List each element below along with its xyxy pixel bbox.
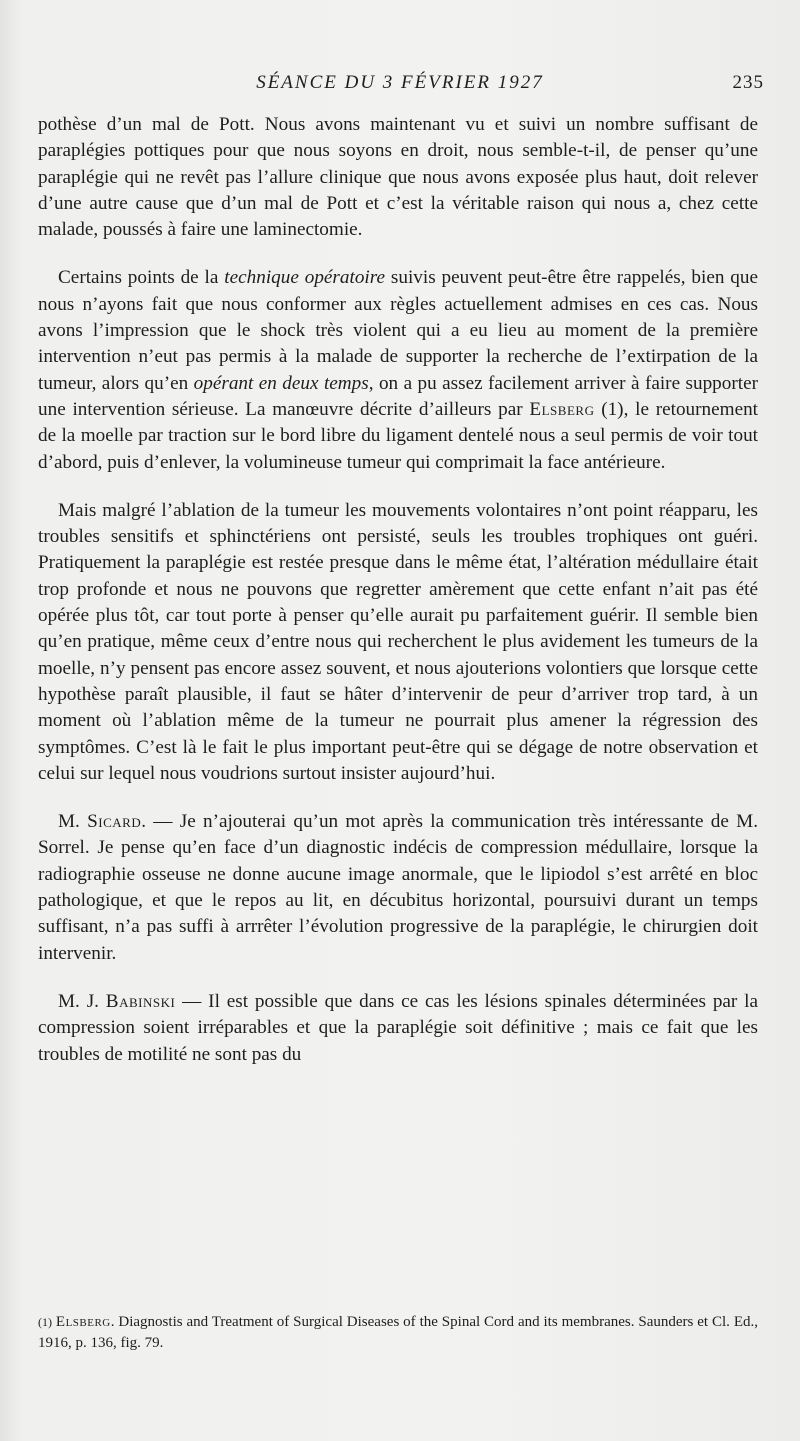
footnote-text: . Diagnostis and Treatment of Surgical Diseases of the Spinal Cord and its membranes. Saunders et Cl. Ed., 1916, p. 136, fig. 79.: [38, 1314, 758, 1351]
text-segment: Certains points de la: [58, 267, 225, 289]
footnote-marker: (1): [38, 1315, 52, 1329]
footnote: [38, 1312, 758, 1354]
text-segment: , on a pu assez facilement arriver à faire supporter une intervention sérieuse. La manœuvre décrite d’ailleurs par: [38, 372, 758, 420]
page-number: 235: [732, 72, 764, 93]
italic-term: opérant en deux temps: [193, 372, 369, 394]
article-body: [38, 112, 758, 1068]
paragraph-pott: pothèse d’un mal de Pott. Nous avons maintenant vu et suivi un nombre suffisant de paraplégies pottiques pour que nous soyons en droit, nous semble-t-il, de penser qu’une paraplégie qui ne revêt pas l’allure clinique que nous avons exposée plus haut, doit relever d’une autre cause que d’un mal de Pott et c’est la véritable raison qui nous a, chez cette malade, poussés à faire une laminectomie.: [38, 114, 758, 241]
paragraph-conclusion: Mais malgré l’ablation de la tumeur les mouvements volontaires n’ont point réapparu, les troubles sensitifs et sphinctériens ont persisté, seuls les troubles trophiques ont guéri. Pratiquement la paraplégie est restée presque dans le même état, l’altération médullaire était trop profonde et nous ne pouvons que regretter amèrement que cette enfant n’ait pas été opérée plus tôt, car tout porte à penser qu’elle aurait pu parfaitement guérir. Il semble bien qu’en pratique, même ceux d’entre nous qui recherchent le plus avidement les tumeurs de la moelle, n’y pensent pas encore assez souvent, et nous ajouterions volontiers que lorsque cette hypothèse paraît plausible, il faut se hâter d’intervenir de peur d’arriver trop tard, à un moment où l’ablation même de la tumeur ne pourrait plus amener la régression des symptômes. C’est là le fait le plus important peut-être qui se dégage de notre observation et celui sur lequel nous voudrions surtout insister aujourd’hui.: [38, 499, 758, 784]
author-name: Elsberg: [529, 398, 595, 420]
speaker-prefix: M. J.: [58, 990, 106, 1012]
speaker-text: . — Je n’ajouterai qu’un mot après la communication très intéressante de M. Sorrel. Je pense qu’en face d’un diagnostic indécis de compression médullaire, lorsque la radiographie osseuse ne donne aucune image anormale, que le lipiodol s’est arrêté en bloc pathologique, et que le repos au lit, en décubitus horizontal, poursuivi durant un temps suffisant, n’a pas suffi à arrrêter l’évolution progressive de la paraplégie, le chirurgien doit intervenir.: [38, 811, 758, 964]
paragraph-babinski: [38, 989, 758, 1068]
italic-term: technique opératoire: [224, 267, 386, 289]
paragraph-sicard: [38, 809, 758, 967]
page-header: [36, 72, 764, 102]
speaker-text: — Il est possible que dans ce cas les lésions spinales déterminées par la compression soient irréparables et que la paraplégie soit définitive ; mais ce fait que les troubles de motilité ne sont pas du: [38, 990, 758, 1065]
text-segment: (1), le retournement de la moelle par traction sur le bord libre du ligament dentelé nous a seul permis de voir tout d’abord, puis d’enlever, la volumineuse tumeur qui comprimait la face antérieure.: [38, 398, 759, 473]
speaker-name: Sicard: [87, 811, 142, 833]
running-title: SÉANCE DU 3 FÉVRIER 1927: [256, 72, 544, 93]
paragraph-technique: [38, 265, 758, 475]
speaker-prefix: M.: [58, 811, 88, 833]
footnote-author: Elsberg: [55, 1314, 111, 1330]
text-segment: suivis peuvent peut-être être rappelés, bien que nous n’ayons fait que nous conformer aux règles actuellement admises en ces cas. Nous avons l’impression que le shock très violent qui a eu lieu au moment de la première intervention n’eut pas permis à la malade de supporter la recherche de l’extirpation de la tumeur, alors qu’en: [38, 267, 758, 394]
speaker-name: Babinski: [105, 990, 176, 1012]
